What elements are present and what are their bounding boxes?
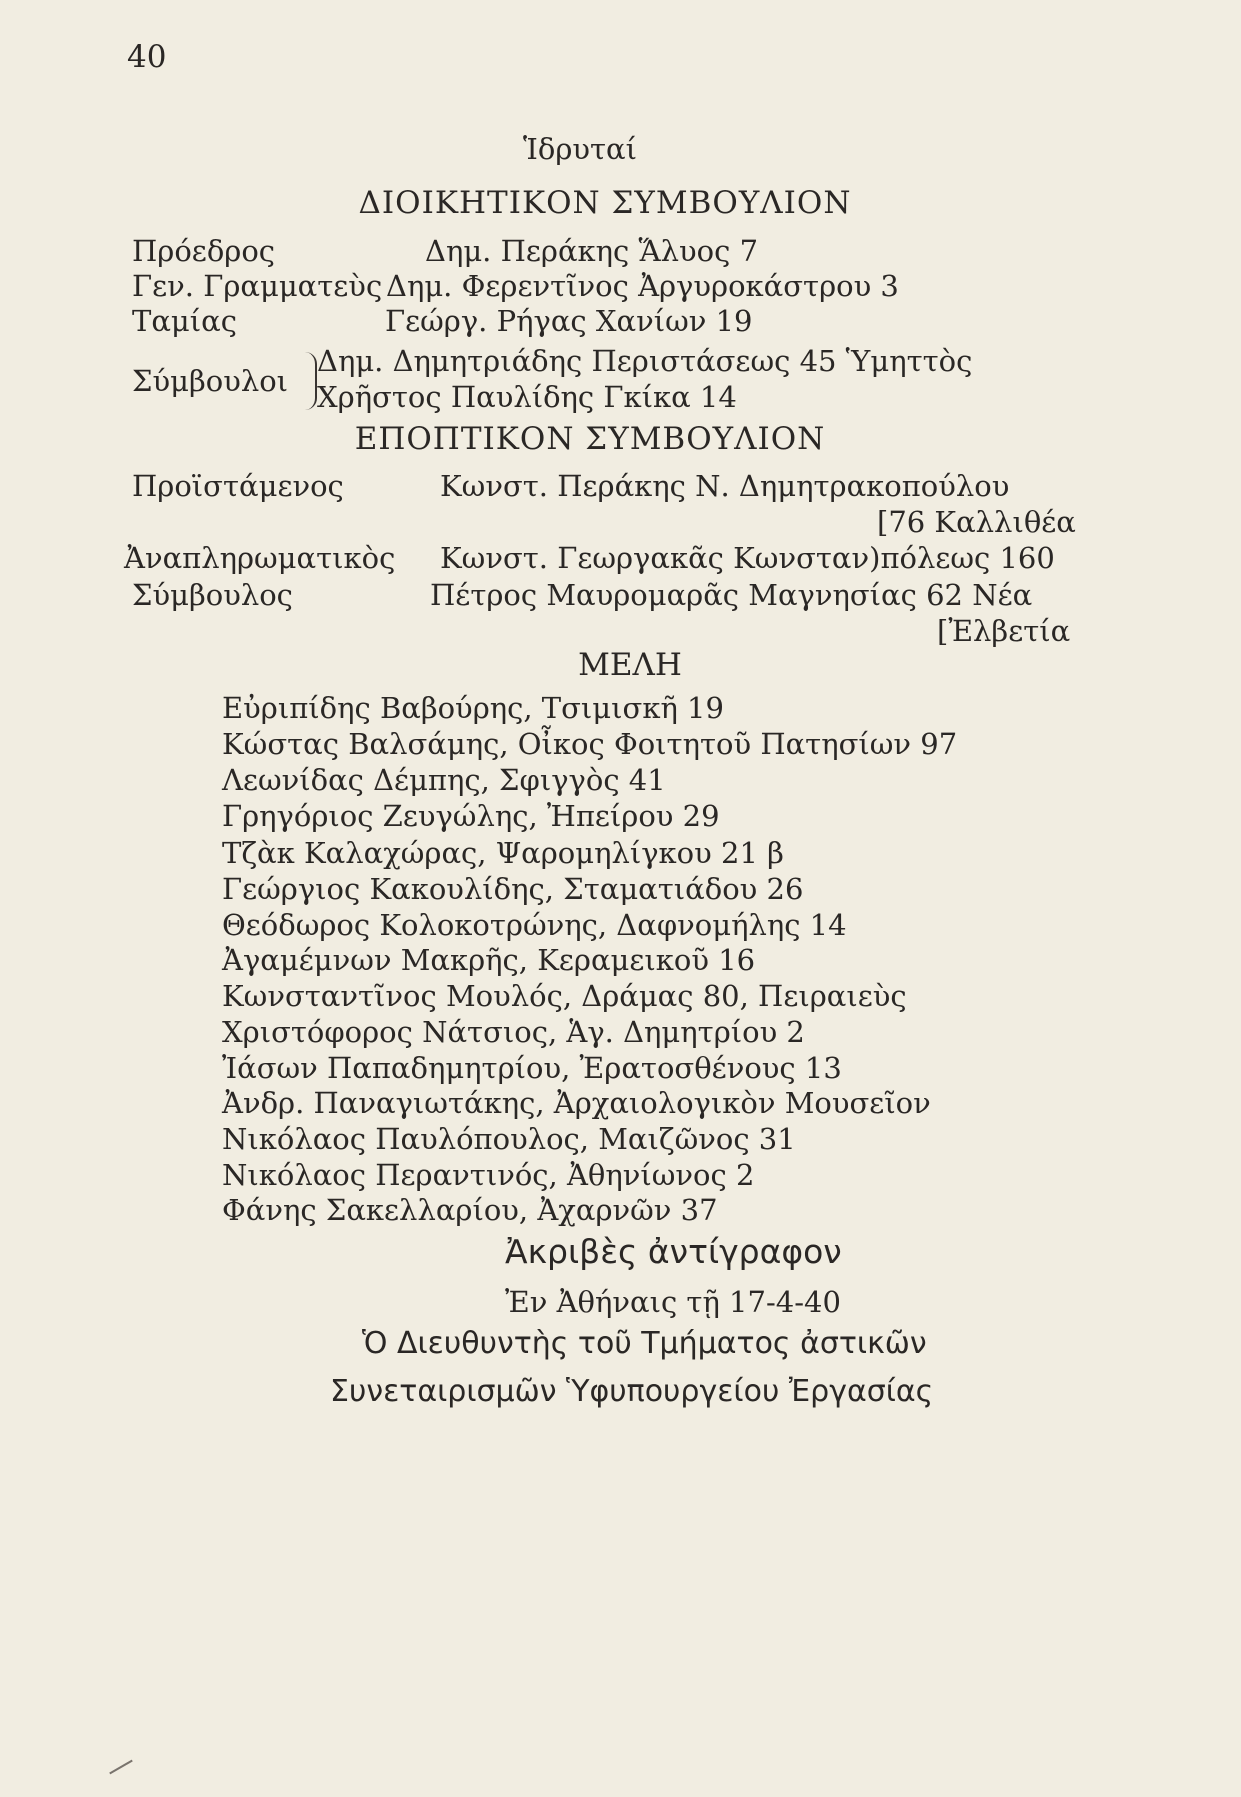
member-line: Ἰάσων Παπαδημητρίου, Ἐρατοσθένους 13 — [222, 1051, 842, 1085]
supervisory-councillor-continued: [Ἐλβετία — [937, 614, 1071, 648]
admin-councillors-role: Σύμβουλοι — [132, 364, 289, 398]
admin-treasurer-role: Ταμίας — [132, 304, 237, 338]
admin-president-details: Δημ. Περάκης Ἅλυος 7 — [425, 234, 759, 268]
admin-treasurer-details: Γεώργ. Ρήγας Χανίων 19 — [385, 304, 753, 338]
member-line: Τζὰκ Καλαχώρας, Ψαρομηλίγκου 21 β — [222, 836, 784, 870]
admin-councillor-1: Δημ. Δημητριάδης Περιστάσεως 45 Ὑμηττὸς — [317, 344, 973, 378]
founders-heading: Ἱδρυταί — [523, 132, 637, 166]
member-line: Ἀγαμέμνων Μακρῆς, Κεραμεικοῦ 16 — [222, 943, 756, 977]
admin-president-role: Πρόεδρος — [132, 234, 276, 268]
councillors-brace — [303, 352, 317, 410]
member-line: Γρηγόριος Ζευγώλης, Ἠπείρου 29 — [222, 799, 720, 833]
admin-councillor-2: Χρῆστος Παυλίδης Γκίκα 14 — [317, 380, 737, 414]
place-and-date: Ἐν Ἀθήναις τῇ 17-4-40 — [505, 1285, 841, 1319]
signatory-line-1: Ὁ Διευθυντὴς τοῦ Τμήματος ἀστικῶν — [362, 1326, 927, 1361]
member-line: Νικόλαος Περαντινός, Ἀθηνίωνος 2 — [222, 1158, 755, 1192]
supervisory-head-role: Προϊστάμενος — [132, 469, 344, 503]
pencil-mark — [109, 1760, 133, 1775]
member-line: Νικόλαος Παυλόπουλος, Μαιζῶνος 31 — [222, 1122, 796, 1156]
members-heading: ΜΕΛΗ — [578, 647, 682, 683]
admin-secretary-details: Δημ. Φερεντῖνος Ἀργυροκάστρου 3 — [386, 269, 899, 303]
member-line: Λεωνίδας Δέμπης, Σφιγγὸς 41 — [222, 763, 666, 797]
page-number: 40 — [127, 39, 167, 75]
admin-secretary-role: Γεν. Γραμματεὺς — [132, 269, 383, 303]
member-line: Θεόδωρος Κολοκοτρώνης, Δαφνομήλης 14 — [222, 908, 847, 942]
supervisory-board-heading: ΕΠΟΠΤΙΚΟΝ ΣΥΜΒΟΥΛΙΟΝ — [354, 421, 826, 457]
admin-board-heading: ΔΙΟΙΚΗΤΙΚΟΝ ΣΥΜΒΟΥΛΙΟΝ — [358, 185, 852, 221]
member-line: Κώστας Βαλσάμης, Οἶκος Φοιτητοῦ Πατησίων 97 — [222, 727, 958, 761]
supervisory-substitute-details: Κωνστ. Γεωργακᾶς Κωνσταν)πόλεως 160 — [440, 541, 1055, 575]
member-line: Γεώργιος Κακουλίδης, Σταματιάδου 26 — [222, 872, 804, 906]
member-line: Κωνσταντῖνος Μουλός, Δράμας 80, Πειραιεὺς — [222, 979, 907, 1013]
member-line: Φάνης Σακελλαρίου, Ἀχαρνῶν 37 — [222, 1193, 718, 1227]
certified-copy: Ἀκριβὲς ἀντίγραφον — [505, 1232, 842, 1271]
signatory-line-2: Συνεταιρισμῶν Ὑφυπουργείου Ἐργασίας — [330, 1374, 934, 1409]
supervisory-head-continued: [76 Καλλιθέα — [877, 505, 1076, 539]
supervisory-councillor-role: Σύμβουλος — [132, 578, 293, 612]
member-line: Χριστόφορος Νάτσιος, Ἁγ. Δημητρίου 2 — [222, 1015, 805, 1049]
supervisory-substitute-role: Ἀναπληρωματικὸς — [124, 541, 396, 575]
supervisory-head-details: Κωνστ. Περάκης Ν. Δημητρακοπούλου — [440, 469, 1010, 503]
member-line: Εὐριπίδης Βαβούρης, Τσιμισκῆ 19 — [222, 691, 724, 725]
supervisory-councillor-details: Πέτρος Μαυρομαρᾶς Μαγνησίας 62 Νέα — [430, 578, 1033, 612]
member-line: Ἀνδρ. Παναγιωτάκης, Ἀρχαιολογικὸν Μουσεῖον — [222, 1086, 931, 1120]
